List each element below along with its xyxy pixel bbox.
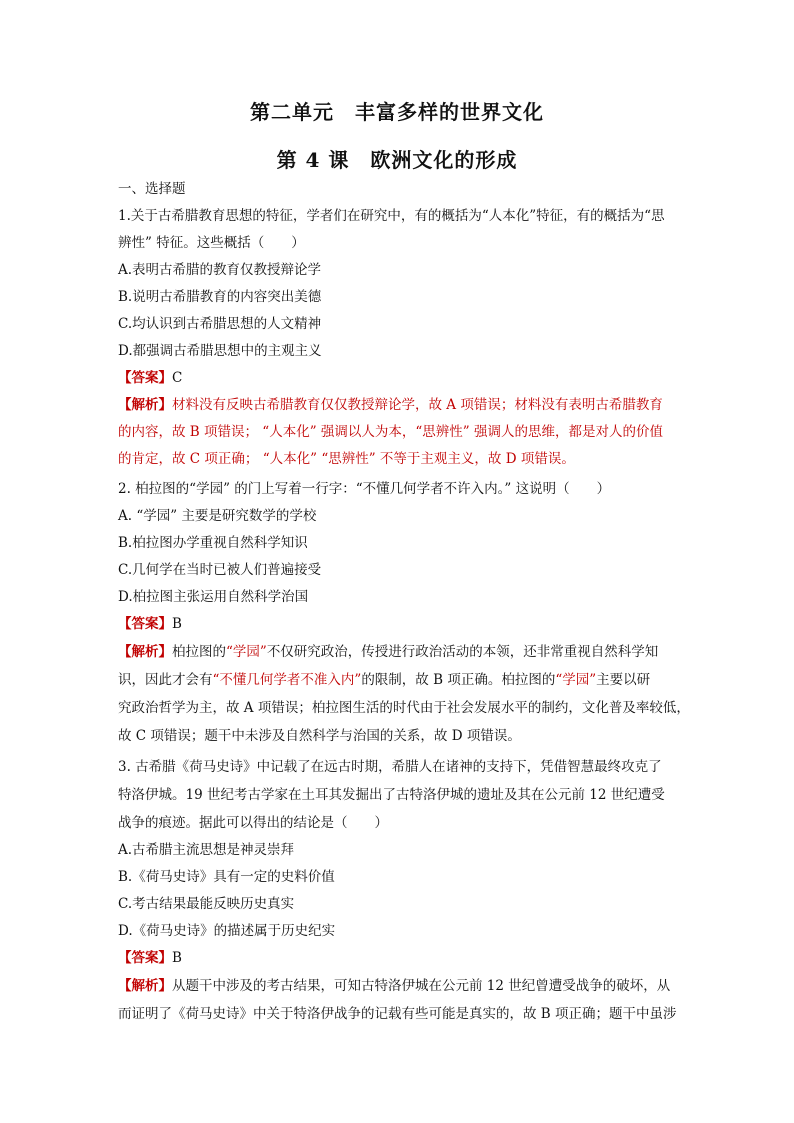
q1-analysis-text3c: ，故 D 项错误。 <box>474 451 575 467</box>
lesson-title: 第 4 课 欧洲文化的形成 <box>276 148 518 172</box>
q3-analysis-line1 <box>118 977 683 995</box>
q2-option-c: C.几何学在当时已被人们普遍接受 <box>118 562 322 578</box>
q2-analysis-text1a: 柏拉图的 <box>172 644 226 660</box>
q2-analysis-line1 <box>118 643 683 661</box>
q3-option-c: C.考古结果最能反映历史真实 <box>118 896 295 912</box>
q1-analysis-text3b: “思辨性” 不等于主观主义 <box>321 451 475 467</box>
section-heading: 一、选择题 <box>118 181 186 197</box>
q2-analysis-text2c: 的限制，故 B 项正确。柏拉图的 <box>361 672 556 688</box>
analysis-label: 【解析】 <box>118 978 172 994</box>
q1-option-d: D.都强调古希腊思想中的主观主义 <box>118 343 322 359</box>
q2-option-d: D.柏拉图主张运用自然科学治国 <box>118 589 309 605</box>
q1-analysis-line3 <box>118 450 683 468</box>
q1-analysis-line2: 的内容，故 B 项错误； “人本化” 强调以人为本，“思辨性” 强调人的思维，都是对人的价值 <box>118 424 663 440</box>
q3-stem-line1: 3. 古希腊《荷马史诗》中记载了在远古时期，希腊人在诸神的支持下，凭借智慧最终攻克了 <box>118 759 662 775</box>
q1-stem-line1: 1.关于古希腊教育思想的特征，学者们在研究中，有的概括为“人本化”特征，有的概括为“思 <box>118 208 665 224</box>
q3-option-d: D.《荷马史诗》的描述属于历史纪实 <box>118 923 336 939</box>
analysis-label: 【解析】 <box>118 397 172 413</box>
q1-answer <box>118 369 683 387</box>
q2-analysis-text2d: “学园” <box>555 672 597 688</box>
q1-answer-value: C <box>172 370 183 386</box>
q3-option-a: A.古希腊主流思想是神灵崇拜 <box>118 842 295 858</box>
q3-stem-line3: 战争的痕迹。据此可以得出的结论是（ ） <box>118 815 388 831</box>
q2-analysis-text1c: 不仅研究政治，传授进行政治活动的本领，还非常重视自然科学知 <box>266 644 659 660</box>
q2-stem: 2. 柏拉图的“学园” 的门上写着一行字：“不懂几何学者不许入内。” 这说明（ ） <box>118 481 611 497</box>
q2-analysis-line3: 究政治哲学为主，故 A 项错误；柏拉图生活的时代由于社会发展水平的制约，文化普及率较低， <box>118 700 690 716</box>
q2-option-a: A. “学园” 主要是研究数学的学校 <box>118 508 317 524</box>
analysis-label: 【解析】 <box>118 644 172 660</box>
q1-option-b: B.说明古希腊教育的内容突出美德 <box>118 289 322 305</box>
q2-analysis-text1b: “学园” <box>226 644 267 660</box>
q2-analysis-text2e: 主要以研 <box>596 672 651 688</box>
q2-option-b: B.柏拉图办学重视自然科学知识 <box>118 535 308 551</box>
q2-answer-value: B <box>172 616 182 632</box>
q2-analysis-text2a: 识，因此才会有 <box>118 672 213 688</box>
q1-option-a: A.表明古希腊的教育仅教授辩论学 <box>118 262 322 278</box>
answer-label: 【答案】 <box>118 370 172 386</box>
q1-analysis-line1 <box>118 396 683 414</box>
q3-stem-line2: 特洛伊城。19 世纪考古学家在土耳其发掘出了古特洛伊城的遗址及其在公元前 12 世纪遭受 <box>118 787 665 803</box>
unit-title: 第二单元 丰富多样的世界文化 <box>250 100 544 124</box>
q3-option-b: B.《荷马史诗》具有一定的史料价值 <box>118 869 335 885</box>
q3-analysis-text1: 从题干中涉及的考古结果，可知古特洛伊城在公元前 12 世纪曾遭受战争的破坏，从 <box>172 978 671 994</box>
q2-answer <box>118 615 683 633</box>
q3-analysis-line2: 而证明了《荷马史诗》中关于特洛伊战争的记载有些可能是真实的，故 B 项正确；题干中虽涉 <box>118 1006 677 1022</box>
answer-label: 【答案】 <box>118 950 172 966</box>
q1-analysis-text3a: 的肯定，故 C 项正确； “人本化” <box>118 451 322 467</box>
q3-answer <box>118 949 683 967</box>
q3-answer-value: B <box>172 950 182 966</box>
q2-analysis-line4: 故 C 项错误；题干中未涉及自然科学与治国的关系，故 D 项错误。 <box>118 728 521 744</box>
answer-label: 【答案】 <box>118 616 172 632</box>
q1-analysis-text1: 材料没有反映古希腊教育仅仅教授辩论学，故 A 项错误；材料没有表明古希腊教育 <box>172 397 663 413</box>
q1-stem-line2: 辨性” 特征。这些概括（ ） <box>118 235 305 251</box>
q1-option-c: C.均认识到古希腊思想的人文精神 <box>118 316 322 332</box>
q2-analysis-text2b: “不懂几何学者不准入内” <box>212 672 362 688</box>
q2-analysis-line2 <box>118 671 683 689</box>
